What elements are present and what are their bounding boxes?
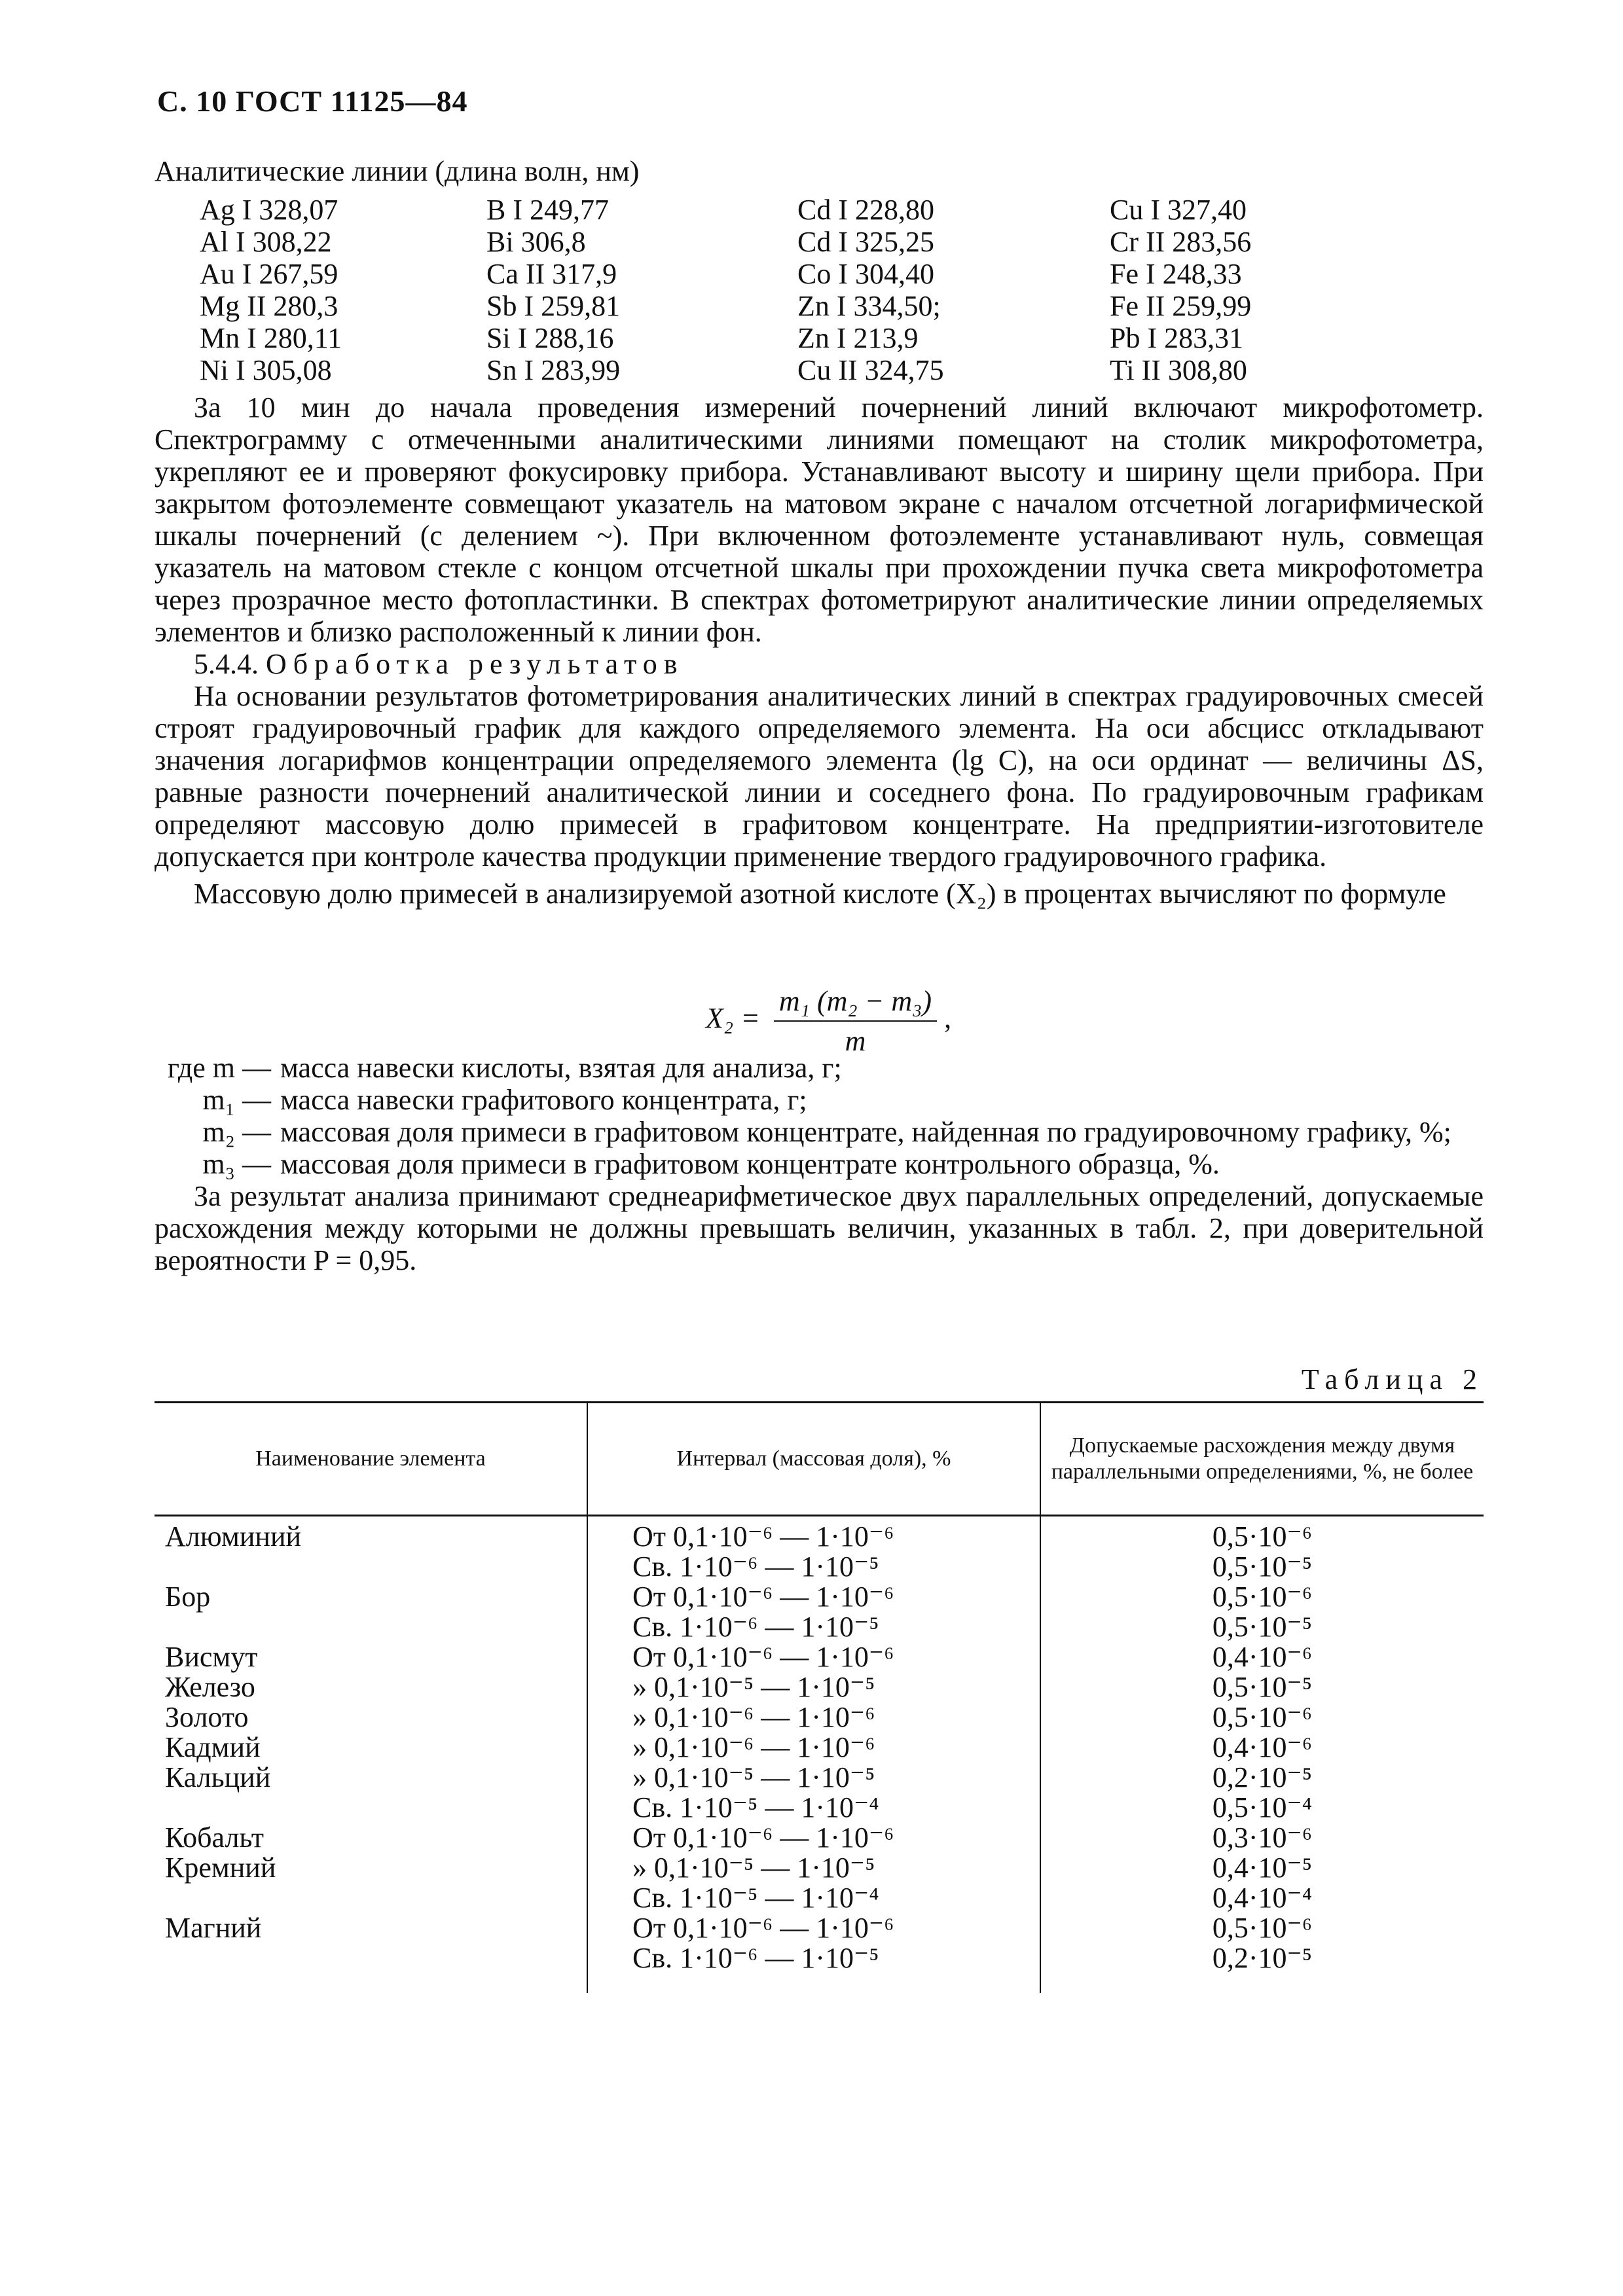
line-entry: Au I 267,59 [200, 258, 338, 290]
table-header-row [155, 1403, 1484, 1516]
definition-symbol: где m — [168, 1052, 271, 1084]
table-caption: Таблица 2 [1301, 1363, 1484, 1395]
table-cell-tolerance: 0,3·10⁻⁶ [1212, 1821, 1313, 1854]
table-cell-interval: Св. 1·10⁻⁶ — 1·10⁻⁵ [632, 1551, 879, 1583]
line-entry: Cd I 228,80 [797, 194, 934, 226]
lines-column-1 [200, 194, 342, 386]
section-number: 5.4.4. [194, 648, 259, 680]
table-cell-tolerance: 0,5·10⁻⁵ [1212, 1671, 1313, 1703]
line-entry: Ca II 317,9 [486, 258, 617, 290]
table-cell-interval: Св. 1·10⁻⁶ — 1·10⁻⁵ [632, 1942, 879, 1974]
interval-column [587, 1516, 1040, 1994]
paragraph-microphotometer: За 10 мин до начала проведения измерений почернений линий включают микрофотометр. Спектрограмму с отмеченными аналитическими линиями помещают на столик микрофотометра, укрепляют ее и проверяют фокусировку прибора. Устанавливают высоту и ширину щели прибора. При закрытом фотоэлементе совмещают указатель на матовом экране с началом отсчетной логарифмической шкалы почернений (с делением ~). При включенном фотоэлементе устанавливают нуль, совмещая указатель на матовом стекле с концом отсчетной шкалы при прохождении пучка света микрофотометра через прозрачное место фотопластинки. В спектрах фотометрируют аналитические линии определяемых элементов и близко расположенный к линии фон. [155, 391, 1484, 648]
table-cell-interval: Св. 1·10⁻⁵ — 1·10⁻⁴ [632, 1882, 879, 1914]
header-tolerance: Допускаемые расхождения между двумя параллельными определениями, %, не более [1040, 1403, 1484, 1516]
table-cell-tolerance: 0,5·10⁻⁶ [1212, 1520, 1313, 1552]
line-entry: Fe I 248,33 [1110, 258, 1242, 290]
definition-symbol: m₃ — [202, 1148, 271, 1180]
table-cell-tolerance: 0,2·10⁻⁵ [1212, 1942, 1313, 1974]
paragraph-calibration: На основании результатов фотометрирования аналитических линий в спектрах градуировочных смесей строят градуировочный график для каждого определяемого элемента. На оси абсцисс откладывают значения логарифмов концентрации определяемого элемента (lg C), на оси ординат — величины ΔS, равные разности почернений аналитической линии и соседнего фона. По градуировочным графикам определяют массовую долю примесей в графитовом концентрате. На предприятии-изготовителе допускается при контроле качества продукции применение твердого градуировочного графика. [155, 680, 1484, 872]
table-cell-interval: От 0,1·10⁻⁶ — 1·10⁻⁶ [632, 1520, 894, 1552]
line-entry: Bi 306,8 [486, 226, 586, 258]
line-entry: Cu I 327,40 [1110, 194, 1247, 226]
line-entry: Al I 308,22 [200, 226, 332, 258]
table-cell-interval: От 0,1·10⁻⁶ — 1·10⁻⁶ [632, 1581, 894, 1613]
formula-numerator: m₁ (m₂ − m₃) [774, 984, 937, 1022]
formula-tail: , [944, 1002, 952, 1035]
section-title: Обработка результатов [266, 648, 684, 680]
table-cell-tolerance: 0,4·10⁻⁶ [1212, 1641, 1313, 1673]
table-cell-interval: От 0,1·10⁻⁶ — 1·10⁻⁶ [632, 1912, 894, 1944]
table-cell-tolerance: 0,5·10⁻⁶ [1212, 1912, 1313, 1944]
paragraph-result: За результат анализа принимают среднеарифметическое двух параллельных определений, допускаемые расхождения между которыми не должны превышать величин, указанных в табл. 2, при доверительной вероятности P = 0,95. [155, 1180, 1484, 1276]
table-cell-element: Бор [165, 1581, 211, 1613]
line-entry: Ti II 308,80 [1110, 354, 1247, 386]
table-cell-element: Кадмий [165, 1731, 261, 1763]
definition-text: массовая доля примеси в графитовом концентрате контрольного образца, %. [280, 1148, 1220, 1180]
table-body-row [155, 1516, 1484, 1994]
line-entry: Mn I 280,11 [200, 322, 342, 354]
tolerance-column [1040, 1516, 1484, 1994]
table-cell-tolerance: 0,4·10⁻⁵ [1212, 1852, 1313, 1884]
table-cell-tolerance: 0,5·10⁻⁵ [1212, 1551, 1313, 1583]
table-cell-interval: От 0,1·10⁻⁶ — 1·10⁻⁶ [632, 1821, 894, 1854]
tolerance-table [155, 1401, 1484, 1993]
line-entry: Pb I 283,31 [1110, 322, 1244, 354]
table-cell-interval: » 0,1·10⁻⁵ — 1·10⁻⁵ [632, 1852, 875, 1884]
line-entry: Sn I 283,99 [486, 354, 621, 386]
definition-symbol: m₁ — [202, 1084, 271, 1116]
table-cell-element [165, 1612, 587, 1642]
definition-row [155, 1116, 1484, 1148]
formula-fraction [774, 984, 937, 1058]
line-entry: Cd I 325,25 [797, 226, 934, 258]
line-entry: Mg II 280,3 [200, 290, 338, 322]
table-cell-tolerance: 0,2·10⁻⁵ [1212, 1761, 1313, 1793]
formula-definitions [155, 1052, 1484, 1276]
table-cell-tolerance: 0,5·10⁻⁵ [1212, 1611, 1313, 1643]
paragraph-formula-intro: Массовую долю примесей в анализируемой азотной кислоте (X₂) в процентах вычисляют по формуле [194, 878, 1446, 910]
table-cell-element: Железо [165, 1671, 255, 1703]
table-cell-element: Кобальт [165, 1821, 264, 1854]
line-entry: Co I 304,40 [797, 258, 934, 290]
table-cell-tolerance: 0,5·10⁻⁴ [1212, 1791, 1313, 1823]
definition-row [155, 1084, 1484, 1116]
element-column [155, 1516, 587, 1994]
table-cell-element: Магний [165, 1912, 262, 1944]
table-cell-interval: » 0,1·10⁻⁵ — 1·10⁻⁵ [632, 1671, 875, 1703]
definition-symbol: m₂ — [202, 1116, 271, 1148]
definition-row [155, 1148, 1484, 1180]
line-entry: Zn I 334,50; [797, 290, 941, 322]
table-cell-element [165, 1943, 587, 1973]
table-cell-interval: Св. 1·10⁻⁵ — 1·10⁻⁴ [632, 1791, 879, 1823]
formula-lhs: X₂ = [706, 1002, 760, 1035]
table-cell-tolerance: 0,5·10⁻⁶ [1212, 1701, 1313, 1733]
table-cell-interval: Св. 1·10⁻⁶ — 1·10⁻⁵ [632, 1611, 879, 1643]
table-cell-element: Алюминий [165, 1520, 302, 1552]
table-cell-element: Кремний [165, 1852, 276, 1884]
analytical-lines-title: Аналитические линии (длина волн, нм) [155, 155, 640, 187]
line-entry: Sb I 259,81 [486, 290, 621, 322]
table-cell-element: Висмут [165, 1641, 258, 1673]
line-entry: Ni I 305,08 [200, 354, 332, 386]
header-element: Наименование элемента [155, 1403, 587, 1516]
table-cell-element [165, 1883, 587, 1913]
definition-text: масса навески графитового концентрата, г; [280, 1084, 807, 1116]
table-cell-tolerance: 0,5·10⁻⁶ [1212, 1581, 1313, 1613]
table-cell-tolerance: 0,4·10⁻⁴ [1212, 1882, 1313, 1914]
body-section-1 [155, 391, 1484, 910]
table-cell-interval: » 0,1·10⁻⁵ — 1·10⁻⁵ [632, 1761, 875, 1793]
table-cell-tolerance: 0,4·10⁻⁶ [1212, 1731, 1313, 1763]
definition-text: масса навески кислоты, взятая для анализа, г; [280, 1052, 842, 1084]
section-heading [155, 648, 1484, 680]
formula-denominator: m [845, 1025, 866, 1057]
lines-column-3 [797, 194, 944, 386]
table-cell-element: Золото [165, 1701, 249, 1733]
table-cell-interval: От 0,1·10⁻⁶ — 1·10⁻⁶ [632, 1641, 894, 1673]
table-cell-element [165, 1552, 587, 1582]
line-entry: Cr II 283,56 [1110, 226, 1252, 258]
page-header: С. 10 ГОСТ 11125—84 [157, 84, 468, 118]
header-interval: Интервал (массовая доля), % [587, 1403, 1040, 1516]
line-entry: Si I 288,16 [486, 322, 614, 354]
table-cell-element [165, 1793, 587, 1823]
definition-text: массовая доля примеси в графитовом концентрате, найденная по градуировочному графику, %; [280, 1116, 1451, 1148]
definition-row [155, 1052, 1484, 1084]
lines-column-2 [486, 194, 620, 386]
line-entry: Zn I 213,9 [797, 322, 919, 354]
line-entry: Fe II 259,99 [1110, 290, 1252, 322]
line-entry: B I 249,77 [486, 194, 609, 226]
formula-x2 [706, 984, 951, 1058]
line-entry: Cu II 324,75 [797, 354, 944, 386]
table-cell-interval: » 0,1·10⁻⁶ — 1·10⁻⁶ [632, 1701, 875, 1733]
table-cell-element: Кальций [165, 1761, 271, 1793]
lines-column-4 [1110, 194, 1251, 386]
line-entry: Ag I 328,07 [200, 194, 338, 226]
table-cell-interval: » 0,1·10⁻⁶ — 1·10⁻⁶ [632, 1731, 875, 1763]
